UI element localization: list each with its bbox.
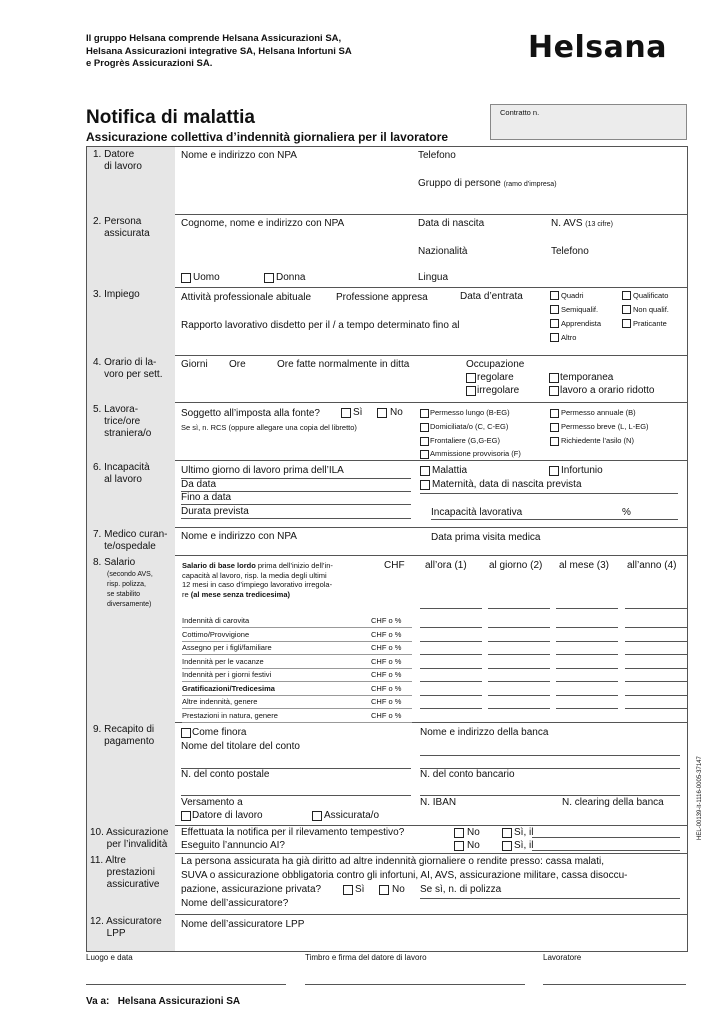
learned-profession-label: Professione appresa <box>336 292 428 303</box>
col-monthly: al mese (3) <box>559 560 610 571</box>
normal-hours-label: Ore fatte normalmente in ditta <box>277 359 410 370</box>
salary-value-field[interactable] <box>420 627 482 628</box>
salary-value-field[interactable] <box>488 695 550 696</box>
section-foreign-worker: 5. Lavora- trice/ore straniera/o Soggetto all’imposta alla fonte? Sì No Se sì, n. RCS (oppure allegare una copia del libretto) Permesso lungo (B-EG) Permesso annuale (B) Domiciliata/o (C, C-EG) Permesso breve (L, L-EG) Frontaliere (G,G-EG) Richiedente l’asilo (N) Ammissione provvisoria (F) <box>87 402 687 461</box>
regular-label: regolare <box>477 372 514 383</box>
pay-insured-checkbox[interactable] <box>312 811 322 821</box>
group-notice: Il gruppo Helsana comprende Helsana Assicurazioni SA, Helsana Assicurazioni integrative SA, Helsana Infortuni SA e Progrès Assicurazioni SA. <box>86 33 352 69</box>
tax-yes-checkbox[interactable] <box>341 408 351 418</box>
permit-c-label: Domiciliata/o (C, C-EG) <box>430 422 509 431</box>
permit-c-checkbox[interactable] <box>420 423 429 432</box>
salary-value-field[interactable] <box>488 681 550 682</box>
policy-label: Se sì, n. di polizza <box>420 884 502 895</box>
salary-row-label: Indennità per i giorni festivi <box>182 670 272 679</box>
from-date-label: Da data <box>181 479 217 490</box>
rcs-label: Se sì, n. RCS (oppure allegare una copia del libretto) <box>181 423 357 432</box>
salary-value-field[interactable] <box>625 668 687 669</box>
salary-value-field[interactable] <box>625 627 687 628</box>
salary-row-label: Assegno per i figli/familiare <box>182 643 272 652</box>
group-label: Gruppo di persone (ramo d’impresa) <box>418 178 557 189</box>
accident-checkbox[interactable] <box>549 466 559 476</box>
activity-label: Attività professionale abituale <box>181 292 312 303</box>
tax-no-label: No <box>390 407 403 418</box>
apprentice-checkbox[interactable] <box>550 319 559 328</box>
illness-checkbox[interactable] <box>420 466 430 476</box>
other-benefits-text-3: pazione, assicurazione privata? <box>181 884 322 895</box>
form-code: HEL-00139-it-1116-0005-37147 <box>697 756 703 840</box>
col-yearly: all’anno (4) <box>627 560 677 571</box>
salary-row-unit: CHF o % <box>371 683 402 693</box>
female-label: Donna <box>276 272 306 283</box>
salary-value-field[interactable] <box>420 654 482 655</box>
male-checkbox[interactable] <box>181 273 191 283</box>
q1-yes-label: Sì, il <box>514 827 534 838</box>
termination-label: Rapporto lavorativo disdetto per il / a tempo determinato fino al <box>181 320 460 331</box>
permit-f-checkbox[interactable] <box>420 450 429 459</box>
permit-n-checkbox[interactable] <box>550 437 559 446</box>
permit-b-checkbox[interactable] <box>550 409 559 418</box>
salary-value-field[interactable] <box>420 641 482 642</box>
salary-row-unit: CHF o % <box>371 710 402 720</box>
nonqualified-label: Non qualif. <box>633 305 669 314</box>
maternity-checkbox[interactable] <box>420 480 430 490</box>
to-date-label: Fino a data <box>181 492 232 503</box>
salary-row-unit: CHF o % <box>371 670 402 679</box>
maternity-label: Maternità, data di nascita prevista <box>432 479 582 490</box>
hours-label: Ore <box>229 359 246 370</box>
salary-value-field[interactable] <box>556 681 618 682</box>
salary-row-line <box>182 627 412 628</box>
salary-value-field[interactable] <box>488 708 550 709</box>
accident-label: Infortunio <box>561 465 603 476</box>
semiqualified-label: Semiqualif. <box>561 305 599 314</box>
early-detection-label: Effettuata la notifica per il rilevamento tempestivo? <box>181 827 405 838</box>
as-before-checkbox[interactable] <box>181 728 191 738</box>
salary-value-field[interactable] <box>488 641 550 642</box>
salary-value-field[interactable] <box>488 654 550 655</box>
postal-account-label: N. del conto postale <box>181 769 270 780</box>
salary-row-label: Gratificazioni/Tredicesima <box>182 683 275 693</box>
lpp-name-label: Nome dell’assicuratore LPP <box>181 919 305 930</box>
benefits-no-checkbox[interactable] <box>379 885 389 895</box>
permit-g-label: Frontaliere (G,G-EG) <box>430 436 501 445</box>
illness-label: Malattia <box>432 465 468 476</box>
salary-value-field[interactable] <box>625 695 687 696</box>
permit-n-label: Richiedente l’asilo (N) <box>561 436 634 445</box>
salary-row-line <box>182 681 412 682</box>
salary-row-label: Indennità di carovita <box>182 616 250 625</box>
employer-name-label: Nome e indirizzo con NPA <box>181 150 297 161</box>
permit-l-label: Permesso breve (L, L-EG) <box>561 422 649 431</box>
contract-number-field[interactable] <box>490 104 687 140</box>
q2-yes-label: Sì, il <box>514 840 534 851</box>
last-day-label: Ultimo giorno di lavoro prima dell’ILA <box>181 465 344 476</box>
nationality-label: Nazionalità <box>418 246 468 257</box>
col-daily: al giorno (2) <box>489 560 543 571</box>
salary-row-unit: CHF o % <box>371 629 402 639</box>
apprentice-label: Apprendista <box>561 319 602 328</box>
q2-yes-checkbox[interactable] <box>502 841 512 851</box>
other-label: Altro <box>561 333 577 342</box>
tax-yes-label: Sì <box>353 407 363 418</box>
salary-value-field[interactable] <box>420 681 482 682</box>
salary-value-field[interactable] <box>625 708 687 709</box>
salary-value-field[interactable] <box>488 668 550 669</box>
salary-row-line <box>182 654 412 655</box>
reduced-label: lavoro a orario ridotto <box>560 385 655 396</box>
form-frame <box>86 146 688 952</box>
permit-b-label: Permesso annuale (B) <box>561 408 636 417</box>
section-other-benefits: 11. Altre prestazioni assicurative La persona assicurata ha già diritto ad altre indennità giornaliere o rendite presso: cassa malati, SUVA o assicurazione obbligatoria contro gli infortuni, AI, AVS, assicurazione militare, cassa disoccu- pazione, assicurazione privata? Sì No Se sì, n. di polizza Nome dell’assicuratore? <box>87 853 687 915</box>
section-lpp: 12. Assicuratore LPP Nome dell’assicuratore LPP <box>87 914 687 951</box>
tax-no-checkbox[interactable] <box>377 408 387 418</box>
holder-label: Nome del titolare del conto <box>181 741 300 752</box>
salary-value-field[interactable] <box>420 668 482 669</box>
pay-employer-checkbox[interactable] <box>181 811 191 821</box>
semiqualified-checkbox[interactable] <box>550 305 559 314</box>
send-to: Va a: Helsana Assicurazioni SA <box>86 996 241 1007</box>
salary-value-field[interactable] <box>625 681 687 682</box>
permit-g-checkbox[interactable] <box>420 437 429 446</box>
helsana-logo: Helsana <box>528 30 667 65</box>
benefits-no-label: No <box>392 884 405 895</box>
section-employer <box>87 147 687 215</box>
salary-value-field[interactable] <box>556 641 618 642</box>
salary-row-line <box>182 695 412 696</box>
page-subtitle: Assicurazione collettiva d’indennità giornaliera per il lavoratore <box>86 130 449 144</box>
stamp-label: Timbro e firma del datore di lavoro <box>305 953 427 962</box>
insured-name-label: Cognome, nome e indirizzo con NPA <box>181 218 345 229</box>
q2-no-checkbox[interactable] <box>454 841 464 851</box>
percent-label: % <box>622 507 631 518</box>
salary-row-unit: CHF o % <box>371 656 402 666</box>
temporary-checkbox[interactable] <box>549 373 559 383</box>
salary-value-field[interactable] <box>420 708 482 709</box>
cadre-checkbox[interactable] <box>550 291 559 300</box>
salary-value-field[interactable] <box>625 654 687 655</box>
doctor-name-label: Nome e indirizzo con NPA <box>181 531 297 542</box>
nonqualified-checkbox[interactable] <box>622 305 631 314</box>
salary-value-field[interactable] <box>556 695 618 696</box>
salary-row-unit: CHF o % <box>371 643 402 652</box>
cadre-label: Quadri <box>561 291 584 300</box>
permit-f-label: Ammissione provvisoria (F) <box>430 449 521 458</box>
regular-checkbox[interactable] <box>466 373 476 383</box>
salary-row-line <box>182 708 412 709</box>
insurer-name-label: Nome dell’assicuratore? <box>181 898 289 909</box>
section-incapacity: 6. Incapacità al lavoro Ultimo giorno di lavoro prima dell’ILA Da data Fino a data Durata prevista Malattia Infortunio Maternità, data di nascita prevista Incapacità lavorativa % <box>87 460 687 528</box>
bank-account-label: N. del conto bancario <box>420 769 515 780</box>
salary-value-field[interactable] <box>556 627 618 628</box>
qualified-checkbox[interactable] <box>622 291 631 300</box>
occupation-label: Occupazione <box>466 359 525 370</box>
tax-label: Soggetto all’imposta alla fonte? <box>181 408 320 419</box>
irregular-checkbox[interactable] <box>466 386 476 396</box>
salary-note: (secondo AVS, risp. polizza, se stabilito diversamente) <box>107 571 153 608</box>
salary-row-label: Indennità per le vacanze <box>182 656 264 666</box>
first-visit-label: Data prima visita medica <box>431 532 541 543</box>
section-insured: 2. Persona assicurata Cognome, nome e indirizzo con NPA Data di nascita N. AVS (13 cifre) Nazionalità Telefono Uomo Donna Lingua <box>87 214 687 288</box>
language-label: Lingua <box>418 272 449 283</box>
iban-label: N. IBAN <box>420 797 457 808</box>
clearing-label: N. clearing della banca <box>562 797 664 808</box>
chf-label: CHF <box>384 560 405 571</box>
contract-label: Contratto n. <box>500 108 540 117</box>
salary-row-label: Cottimo/Provvigione <box>182 629 250 639</box>
col-hourly: all’ora (1) <box>425 560 467 571</box>
payment-to-label: Versamento a <box>181 797 243 808</box>
salary-row-unit: CHF o % <box>371 616 402 625</box>
benefits-yes-label: Sì <box>355 884 365 895</box>
bank-name-label: Nome e indirizzo della banca <box>420 727 549 738</box>
salary-value-field[interactable] <box>625 641 687 642</box>
q2-no-label: No <box>467 840 480 851</box>
salary-value-field[interactable] <box>556 654 618 655</box>
salary-row-line <box>182 668 412 669</box>
temporary-label: temporanea <box>560 372 614 383</box>
employee-label: Lavoratore <box>543 953 582 962</box>
salary-value-field[interactable] <box>488 627 550 628</box>
female-checkbox[interactable] <box>264 273 274 283</box>
salary-value-field[interactable] <box>420 695 482 696</box>
dob-label: Data di nascita <box>418 218 485 229</box>
place-date-label: Luogo e data <box>86 953 133 962</box>
salary-row-label: Prestazioni in natura, genere <box>182 710 278 720</box>
duration-label: Durata prevista <box>181 506 249 517</box>
q1-no-checkbox[interactable] <box>454 828 464 838</box>
reduced-checkbox[interactable] <box>549 386 559 396</box>
intern-label: Praticante <box>633 319 667 328</box>
section-label: 1. Datore di lavoro <box>87 147 175 214</box>
employer-phone-label: Telefono <box>418 150 456 161</box>
salary-row-line <box>182 641 412 642</box>
avs-label: N. AVS (13 cifre) <box>551 218 613 229</box>
permit-b-eg-label: Permesso lungo (B-EG) <box>430 408 510 417</box>
insured-phone-label: Telefono <box>551 246 589 257</box>
intern-checkbox[interactable] <box>622 319 631 328</box>
section-doctor: 7. Medico curan- te/ospedale Nome e indirizzo con NPA Data prima visita medica <box>87 527 687 556</box>
q1-no-label: No <box>467 827 480 838</box>
permit-l-checkbox[interactable] <box>550 423 559 432</box>
page-title: Notifica di malattia <box>86 107 255 128</box>
stamp-line[interactable] <box>305 984 525 985</box>
employee-signature-line[interactable] <box>543 984 686 985</box>
section-working-hours: 4. Orario di la- voro per sett. Giorni Ore Ore fatte normalmente in ditta Occupazione regolare temporanea irregolare lavoro a orario ridotto <box>87 355 687 403</box>
salary-row-unit: CHF o % <box>371 697 402 706</box>
section-employment: 3. Impiego Attività professionale abituale Professione appresa Data d’entrata Rapporto lavorativo disdetto per il / a tempo determinato fino al Quadri Qualificato Semiqualif. Non qualif. Apprendista Praticante Altro <box>87 287 687 356</box>
salary-value-field[interactable] <box>556 708 618 709</box>
salary-value-field[interactable] <box>556 668 618 669</box>
as-before-label: Come finora <box>192 727 247 738</box>
q1-yes-checkbox[interactable] <box>502 828 512 838</box>
entry-date-label: Data d’entrata <box>460 291 523 302</box>
place-date-line[interactable] <box>86 984 286 985</box>
male-label: Uomo <box>193 272 220 283</box>
benefits-yes-checkbox[interactable] <box>343 885 353 895</box>
base-salary-text: Salario di base lordo prima dell’inizio dell’in- capacità al lavoro, risp. la media degli ultimi 12 mesi in caso d’impiego lavorativo irregola- re (al mese senza tredicesima) <box>182 561 333 599</box>
qualified-label: Qualificato <box>633 291 669 300</box>
section-payment: 9. Recapito di pagamento Come finora Nome del titolare del conto Nome e indirizzo della banca N. del conto postale N. del conto bancario Versamento a Datore di lavoro Assicurata/o N. IBAN N. clearing della banca <box>87 722 687 826</box>
salary-row-label: Altre indennità, genere <box>182 697 258 706</box>
section-salary: 8. Salario (secondo AVS, risp. polizza, se stabilito diversamente) Salario di base lordo prima dell’inizio dell’in- capacità al lavoro, risp. la media degli ultimi 12 mesi in caso d’impiego lavorativo irregola- re (al mese senza tredicesima) CHF all’ora (1) al giorno (2) al mese (3) all’anno (4) Indennità di carovita CHF o % Cottimo/Provvigione CHF o % Assegno per i figli/familiare CHF o % Indennità per le vacanze CHF o % Indennità per i giorni festivi CHF o % Gratificazioni/Tredicesima CHF o % Altre indennità, genere CHF o % Prestazioni in natura, genere CHF o % <box>87 555 687 723</box>
section-invalidity: 10. Assicurazione per l’invalidità Effettuata la notifica per il rilevamento tempestivo? Eseguito l’annuncio AI? No Sì, il No Sì, il <box>87 825 687 854</box>
other-benefits-text-1: La persona assicurata ha già diritto ad altre indennità giornaliere o rendite presso: cassa malati, <box>181 856 605 867</box>
permit-b-eg-checkbox[interactable] <box>420 409 429 418</box>
pay-employer-label: Datore di lavoro <box>192 810 263 821</box>
other-benefits-text-2: SUVA o assicurazione obbligatoria contro gli infortuni, AI, AVS, assicurazione militare, cassa disoccu- <box>181 870 628 881</box>
irregular-label: irregolare <box>477 385 520 396</box>
pay-insured-label: Assicurata/o <box>324 810 380 821</box>
other-checkbox[interactable] <box>550 333 559 342</box>
incapacity-label: Incapacità lavorativa <box>431 507 523 518</box>
ai-report-label: Eseguito l’annuncio AI? <box>181 840 285 851</box>
days-label: Giorni <box>181 359 208 370</box>
